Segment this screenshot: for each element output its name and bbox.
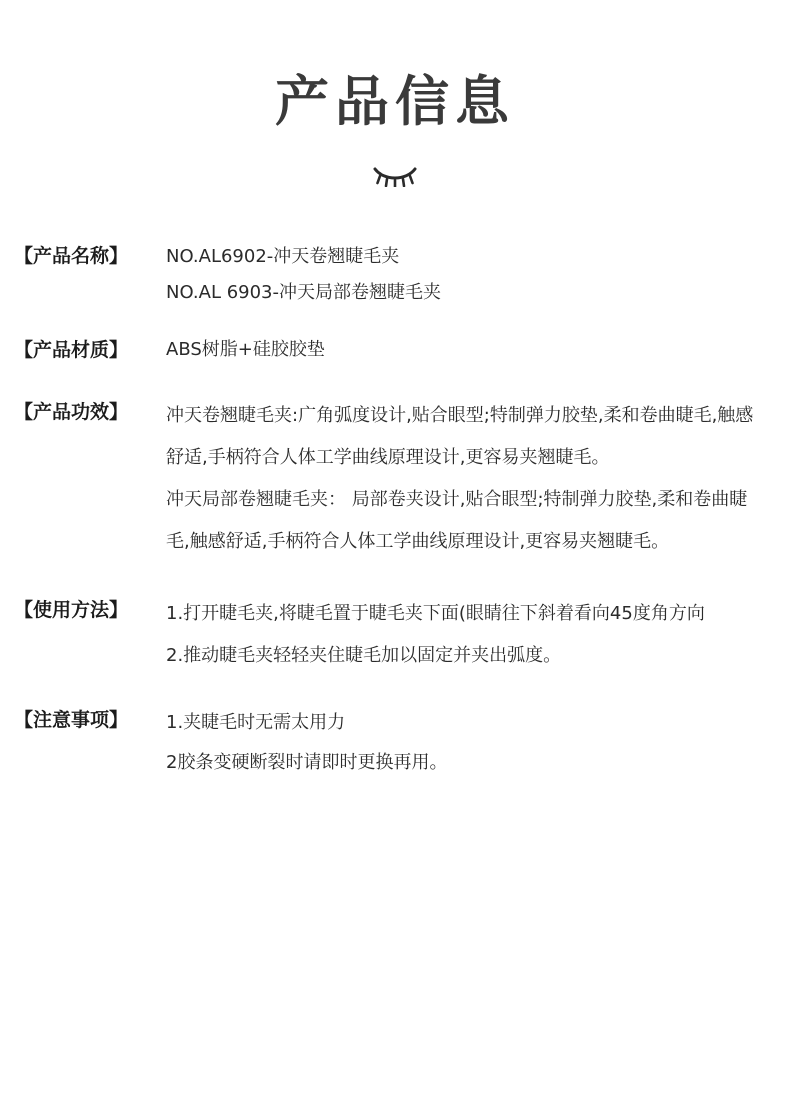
spec-value-usage bbox=[162, 593, 770, 677]
page-title: 产品信息 bbox=[275, 70, 515, 133]
spec-value-notice bbox=[162, 703, 770, 783]
spec-label-usage: 【使用方法】 bbox=[14, 599, 129, 622]
spec-label-effect: 【产品功效】 bbox=[14, 401, 129, 424]
notice-line-1: 1.夹睫毛时无需太用力 bbox=[166, 712, 346, 734]
spec-value-effect bbox=[162, 395, 770, 563]
usage-line-1: 1.打开睫毛夹,将睫毛置于睫毛夹下面(眼睛往下斜着看向45度角方向 bbox=[166, 603, 705, 625]
usage-line-2: 2.推动睫毛夹轻轻夹住睫毛加以固定并夹出弧度。 bbox=[166, 645, 562, 667]
spec-label-notice: 【注意事项】 bbox=[14, 709, 129, 732]
spec-value-material bbox=[162, 333, 770, 367]
spec-row-material bbox=[14, 333, 770, 367]
notice-line-2: 2胶条变硬断裂时请即时更换再用。 bbox=[166, 752, 448, 774]
spec-row-effect bbox=[14, 395, 770, 563]
spec-row-product-name bbox=[14, 239, 770, 311]
effect-line-1: 冲天卷翘睫毛夹:广角弧度设计,贴合眼型;特制弹力胶垫,柔和卷曲睫毛,触感舒适,手柄符合人体工学曲线原理设计,更容易夹翘睫毛。 bbox=[166, 405, 754, 469]
spec-row-usage bbox=[14, 593, 770, 677]
spec-label-material: 【产品材质】 bbox=[14, 339, 129, 362]
eyelash-icon bbox=[0, 165, 790, 195]
product-name-line-2: NO.AL 6903-冲天局部卷翘睫毛夹 bbox=[166, 282, 441, 304]
spec-label-product-name: 【产品名称】 bbox=[14, 245, 129, 268]
product-name-line-1: NO.AL6902-冲天卷翘睫毛夹 bbox=[166, 246, 400, 268]
spec-value-product-name bbox=[162, 239, 770, 311]
spec-row-notice bbox=[14, 703, 770, 783]
effect-line-2: 冲天局部卷翘睫毛夹： 局部卷夹设计,贴合眼型;特制弹力胶垫,柔和卷曲睫毛,触感舒适,手柄符合人体工学曲线原理设计,更容易夹翘睫毛。 bbox=[166, 489, 748, 553]
material-line-1: ABS树脂+硅胶胶垫 bbox=[166, 339, 325, 361]
spec-list bbox=[0, 239, 790, 783]
